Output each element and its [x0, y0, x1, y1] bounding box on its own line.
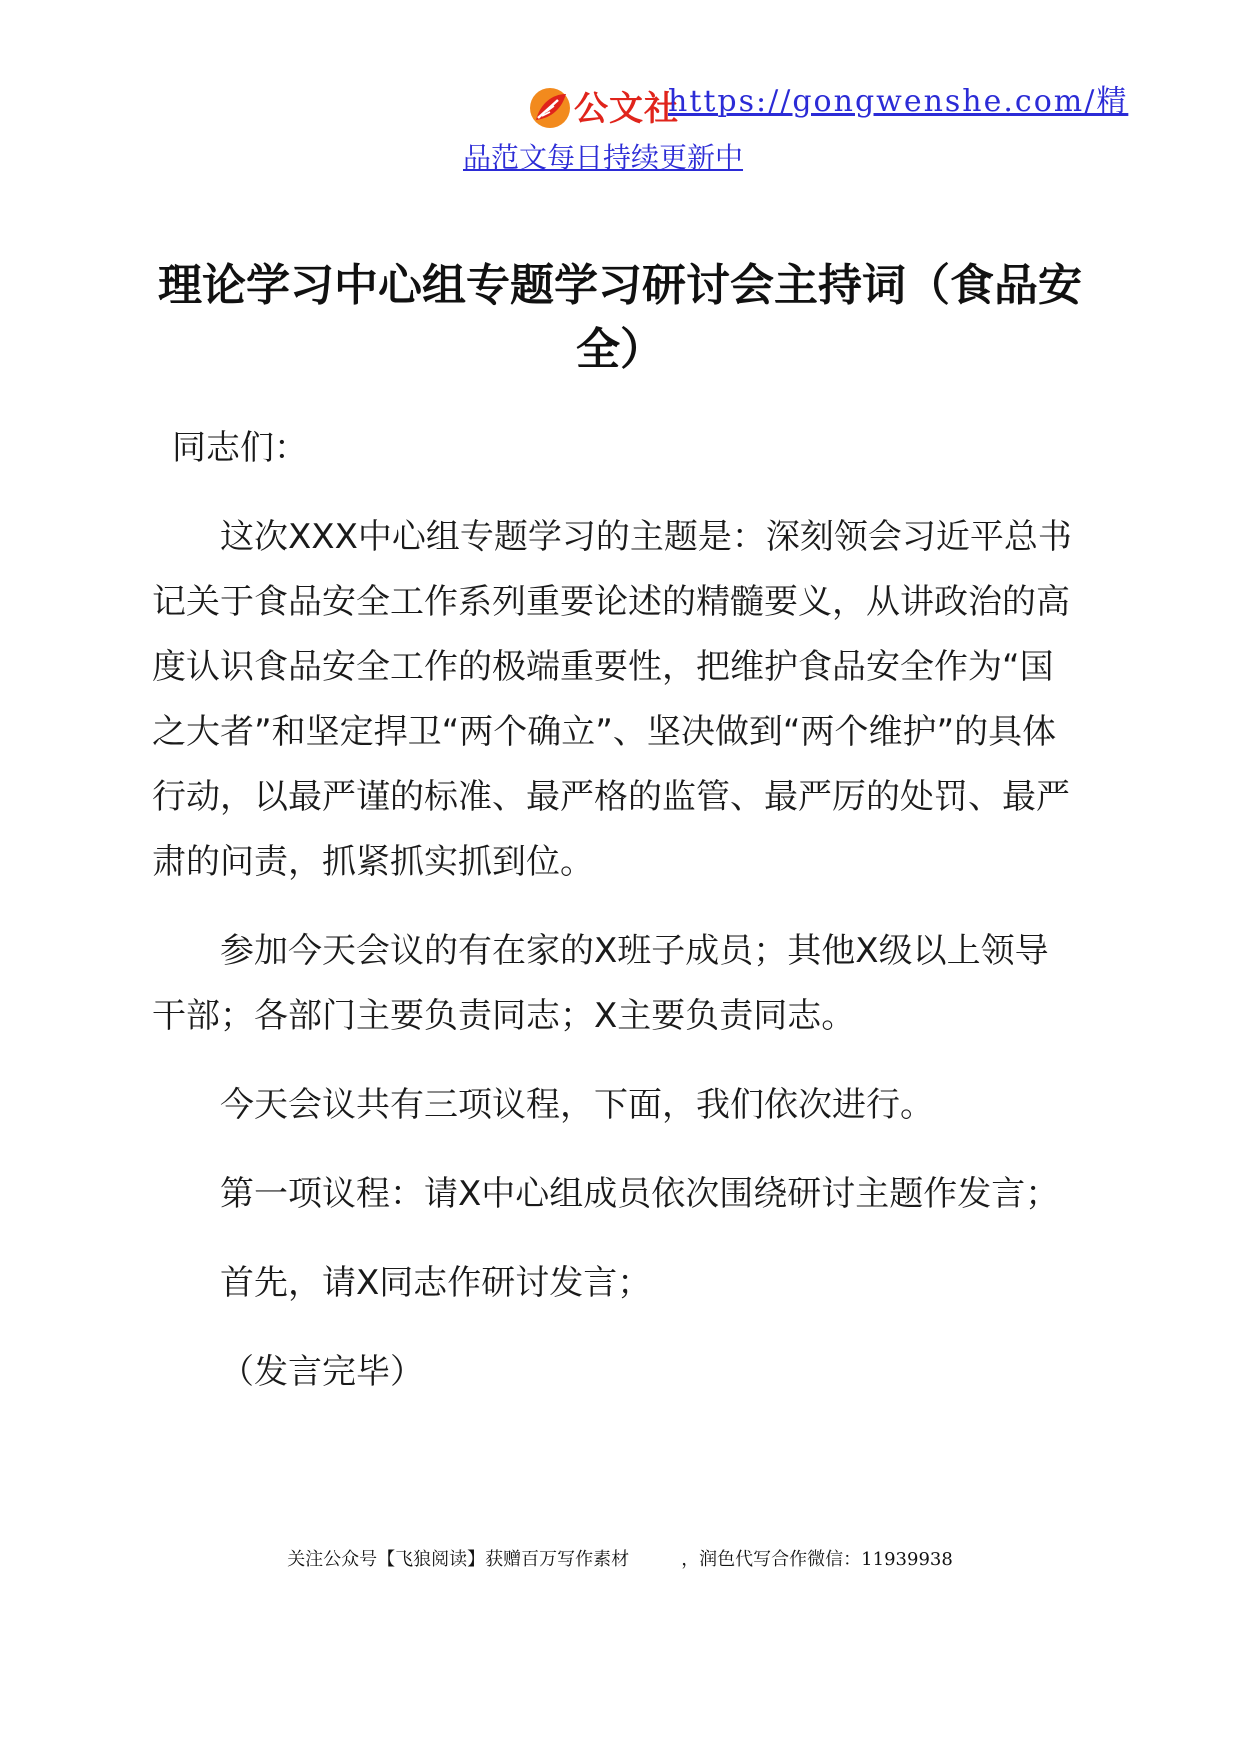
logo-text: 公文社: [574, 89, 679, 129]
site-logo[interactable]: [528, 86, 680, 134]
page-footer: [0, 1544, 1240, 1576]
agenda-item-first: 第一项议程：请X中心组成员依次围绕研讨主题作发言；: [220, 1174, 1060, 1214]
agenda-item-note: （发言完毕）: [220, 1352, 424, 1392]
salutation: 同志们：: [172, 428, 308, 468]
document-body: [152, 416, 1080, 1429]
page-header: [0, 82, 1240, 182]
site-link-line2[interactable]: 品范文每日持续更新中: [463, 141, 744, 174]
leaf-logo-icon: [528, 86, 572, 130]
footer-right-text: ，润色代写合作微信：11939938: [681, 1549, 953, 1570]
footer-left-text: 关注公众号【飞狼阅读】获赠百万写作素材: [287, 1549, 630, 1570]
site-link-line1[interactable]: https://gongwenshe.com/精: [668, 84, 1129, 119]
document-title: 理论学习中心组专题学习研讨会主持词（食品安全）: [158, 260, 1082, 375]
paragraph-theme: 这次XXX中心组专题学习的主题是：深刻领会习近平总书记关于食品安全工作系列重要论述的精髓要义，从讲政治的高度认识食品安全工作的极端重要性，把维护食品安全作为“国之大者”和坚定捍卫“两个确立”、坚决做到“两个维护”的具体行动，以最严谨的标准、最严格的监管、最严厉的处罚、最严肃的问责，抓紧抓实抓到位。: [152, 517, 1072, 882]
paragraph-agenda-intro: 今天会议共有三项议程，下面，我们依次进行。: [220, 1085, 934, 1125]
agenda-item-speaker: 首先，请X同志作研讨发言；: [220, 1263, 652, 1303]
paragraph-attendees: 参加今天会议的有在家的X班子成员；其他X级以上领导干部；各部门主要负责同志；X主要负责同志。: [152, 931, 1049, 1036]
